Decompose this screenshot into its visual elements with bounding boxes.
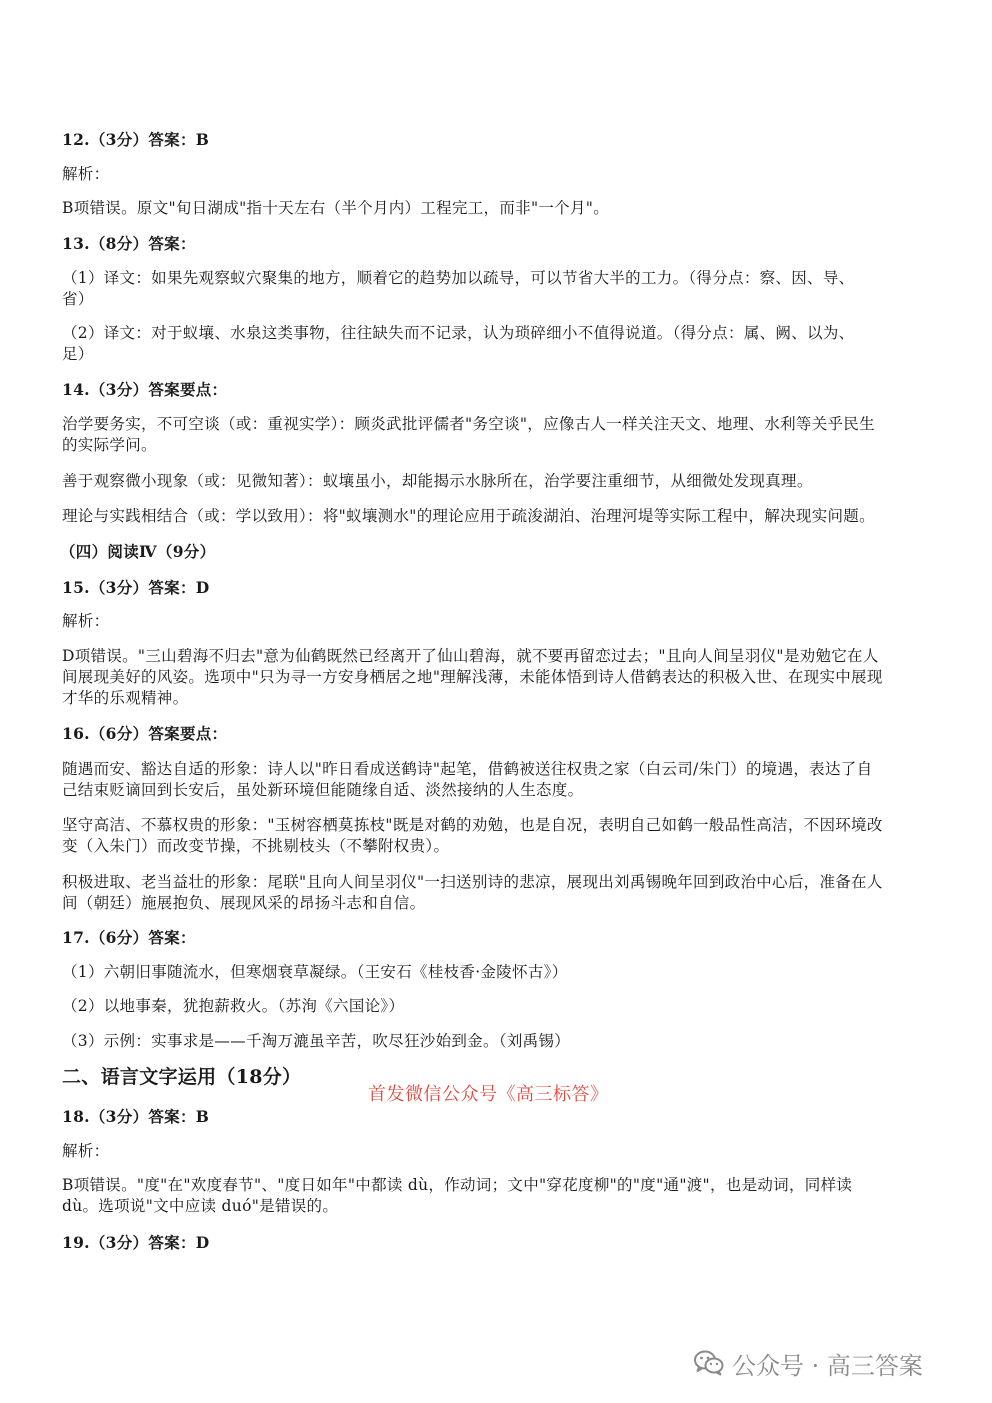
q13-item1-line2: 省） [62,290,94,308]
q16-heading: 16.（6分）答案要点： [62,724,228,743]
q12-analysis-label: 解析： [62,165,110,183]
q16-point3-line2: 间（朝廷）施展抱负、展现风采的昂扬斗志和自信。 [62,894,426,912]
q15-analysis-line2: 间展现美好的风姿。选项中"只为寻一方安身栖居之地"理解浅薄，未能体悟到诗人借鹤表达的积极入世、在现实中展现 [62,668,883,686]
q13-item1-line1: （1）译文：如果先观察蚁穴聚集的地方，顺着它的趋势加以疏导，可以节省大半的工力。（得分点：察、因、导、 [62,269,855,287]
wechat-footer [694,1348,923,1378]
q18-heading: 18.（3分）答案：B [62,1107,210,1126]
q16-point2-line2: 变（入朱门）而改变节操，不挑剔枝头（不攀附权贵）。 [62,837,450,855]
q15-analysis-line3: 才华的乐观精神。 [62,689,189,707]
q15-analysis-label: 解析： [62,612,110,630]
q16-point1-line1: 随遇而安、豁达自适的形象：诗人以"昨日看成送鹤诗"起笔，借鹤被送往权贵之家（白云司/朱门）的境遇，表达了自 [62,760,873,778]
q19-heading: 19.（3分）答案：D [62,1233,210,1252]
q17-item1: （1）六朝旧事随流水，但寒烟衰草凝绿。（王安石《桂枝香·金陵怀古》） [62,963,568,981]
q17-heading: 17.（6分）答案： [62,928,196,947]
q16-point1-line2: 己结束贬谪回到长安后，虽处新环境但能随缘自适、淡然接纳的人生态度。 [62,781,584,799]
q17-item2: （2）以地事秦，犹抱薪救火。（苏洵《六国论》） [62,997,405,1015]
q12-analysis-text: B项错误。原文"旬日湖成"指十天左右（半个月内）工程完工，而非"一个月"。 [62,199,610,217]
section-language-use: 二、语言文字运用（18分） [62,1066,302,1088]
q16-point3-line1: 积极进取、老当益壮的形象：尾联"且向人间呈羽仪"一扫送别诗的悲凉，展现出刘禹锡晚年回到政治中心后，准备在人 [62,873,883,891]
wechat-icon [694,1350,724,1376]
q18-analysis-label: 解析： [62,1142,110,1160]
footer-text: 公众号 · 高三答案 [732,1351,923,1380]
q13-item2-line1: （2）译文：对于蚁壤、水泉这类事物，往往缺失而不记录，认为琐碎细小不值得说道。（得分点：属、阙、以为、 [62,324,855,342]
q14-point2: 善于观察微小现象（或：见微知著）：蚁壤虽小，却能揭示水脉所在，治学要注重细节，从细微处发现真理。 [62,472,813,490]
q15-analysis-line1: D项错误。"三山碧海不归去"意为仙鹤既然已经离开了仙山碧海，就不要再留恋过去；"且向人间呈羽仪"是劝勉它在人 [62,647,879,665]
q14-point3: 理论与实践相结合（或：学以致用）：将"蚁壤测水"的理论应用于疏浚湖泊、治理河堤等实际工程中，解决现实问题。 [62,507,875,525]
q16-point2-line1: 坚守高洁、不慕权贵的形象："玉树容栖莫拣枝"既是对鹤的劝勉，也是自况，表明自己如鹤一般品性高洁，不因环境改 [62,816,883,834]
q15-heading: 15.（3分）答案：D [62,578,210,597]
q13-heading: 13.（8分）答案： [62,234,196,253]
q17-item3: （3）示例：实事求是——千淘万漉虽辛苦，吹尽狂沙始到金。（刘禹锡） [62,1032,571,1050]
red-watermark: 首发微信公众号《高三标答》 [368,1084,609,1105]
section-reading-iv: （四）阅读Ⅳ（9分） [60,542,216,561]
q14-point1-line1: 治学要务实，不可空谈（或：重视实学）：顾炎武批评儒者"务空谈"，应像古人一样关注天文、地理、水利等关乎民生 [62,415,875,433]
q12-heading: 12.（3分）答案：B [62,130,210,149]
q18-analysis-line1: B项错误。"度"在"欢度春节"、"度日如年"中都读 dù，作动词；文中"穿花度柳"的"度"通"渡"，也是动词，同样读 [62,1176,853,1194]
q14-point1-line2: 的实际学问。 [62,436,157,454]
q18-analysis-line2: dù。选项说"文中应读 duó"是错误的。 [62,1197,339,1215]
q13-item2-line2: 足） [62,345,94,363]
q14-heading: 14.（3分）答案要点： [62,380,228,399]
